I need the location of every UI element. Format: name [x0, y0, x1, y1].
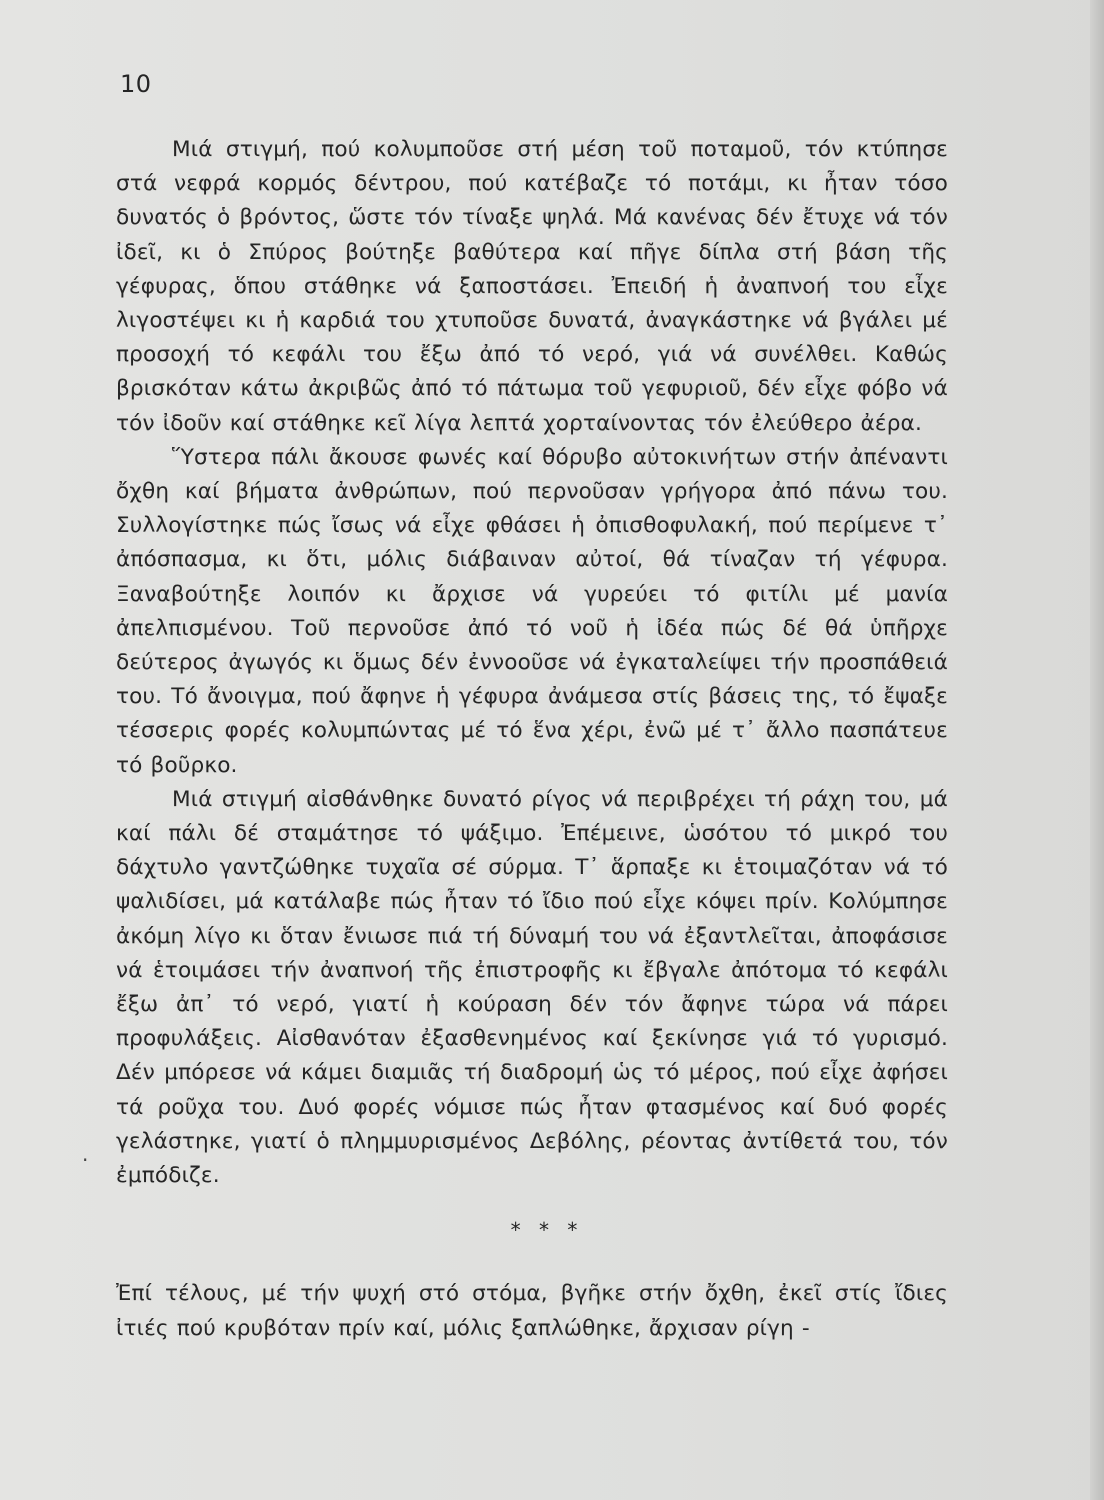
section-separator: * * *: [510, 1218, 584, 1243]
page-edge-shadow: [1090, 0, 1104, 1500]
body-text: [116, 133, 948, 1346]
page-number: 10: [120, 70, 152, 98]
paragraph-2: Ὕστερα πάλι ἄκουσε φωνές καί θόρυβο αὐτοκινήτων στήν ἀπέναντι ὄχθη καί βήματα ἀνθρώπων, πού περνοῦσαν γρήγορα ἀπό πάνω του. Συλλογίστηκε πώς ἴσως νά εἶχε φθάσει ἡ ὀπισθοφυλακή, πού περίμενε τ᾿ ἀπόσπασμα, κι ὅτι, μόλις διάβαιναν αὐτοί, θά τίναζαν τή γέφυρα. Ξαναβούτηξε λοιπόν κι ἄρχισε νά γυρεύει τό φιτίλι μέ μανία ἀπελπισμένου. Τοῦ περνοῦσε ἀπό τό νοῦ ἡ ἰδέα πώς δέ θά ὑπῆρχε δεύτερος ἀγωγός κι ὅμως δέν ἐννοοῦσε νά ἐγκαταλείψει τήν προσπάθειά του. Τό ἄνοιγμα, πού ἄφηνε ἡ γέφυρα ἀνάμεσα στίς βάσεις της, τό ἔψαξε τέσσερις φορές κολυμπώντας μέ τό ἕνα χέρι, ἐνῶ μέ τ᾿ ἄλλο πασπάτευε τό βοῦρκο.: [116, 444, 948, 778]
paragraph-4: Ἐπί τέλους, μέ τήν ψυχή στό στόμα, βγῆκε στήν ὄχθη, ἐκεῖ στίς ἴδιες ἰτιές πού κρυβόταν πρίν καί, μόλις ξαπλώθηκε, ἄρχισαν ρίγη -: [116, 1281, 948, 1341]
paragraph-1: Μιά στιγμή, πού κολυμποῦσε στή μέση τοῦ ποταμοῦ, τόν κτύπησε στά νεφρά κορμός δέντρου, πού κατέβαζε τό ποτάμι, κι ἦταν τόσο δυνατός ὁ βρόντος, ὥστε τόν τίναξε ψηλά. Μά κανένας δέν ἔτυχε νά τόν ἰδεῖ, κι ὁ Σπύρος βούτηξε βαθύτερα καί πῆγε δίπλα στή βάση τῆς γέφυρας, ὅπου στάθηκε νά ξαποστάσει. Ἐπειδή ἡ ἀναπνοή του εἶχε λιγοστέψει κι ἡ καρδιά του χτυποῦσε δυνατά, ἀναγκάστηκε νά βγάλει μέ προσοχή τό κεφάλι του ἔξω ἀπό τό νερό, γιά νά συνέλθει. Καθώς βρισκόταν κάτω ἀκριβῶς ἀπό τό πάτωμα τοῦ γεφυριοῦ, δέν εἶχε φόβο νά τόν ἰδοῦν καί στάθηκε κεῖ λίγα λεπτά χορταίνοντας τόν ἐλεύθερο ἀέρα.: [116, 137, 948, 436]
margin-dot-mark: ·: [82, 1148, 89, 1172]
paragraph-3: Μιά στιγμή αἰσθάνθηκε δυνατό ρίγος νά περιβρέχει τή ράχη του, μά καί πάλι δέ σταμάτησε τό ψάξιμο. Ἐπέμεινε, ὡσότου τό μικρό του δάχτυλο γαντζώθηκε τυχαῖα σέ σύρμα. Τ᾿ ἅρπαξε κι ἑτοιμαζόταν νά τό ψαλιδίσει, μά κατάλαβε πώς ἦταν τό ἴδιο πού εἶχε κόψει πρίν. Κολύμπησε ἀκόμη λίγο κι ὅταν ἔνιωσε πιά τή δύναμή του νά ἐξαντλεῖται, ἀποφάσισε νά ἑτοιμάσει τήν ἀναπνοή τῆς ἐπιστροφῆς κι ἔβγαλε ἀπότομα τό κεφάλι ἔξω ἀπ᾿ τό νερό, γιατί ἡ κούραση δέν τόν ἄφηνε τώρα νά πάρει προφυλάξεις. Αἰσθανόταν ἐξασθενημένος καί ξεκίνησε γιά τό γυρισμό. Δέν μπόρεσε νά κάμει διαμιᾶς τή διαδρομή ὡς τό μέρος, πού εἶχε ἀφήσει τά ροῦχα του. Δυό φορές νόμισε πώς ἦταν φτασμένος καί δυό φορές γελάστηκε, γιατί ὁ πλημμυρισμένος Δεβόλης, ρέοντας ἀντίθετά του, τόν ἐμπόδιζε.: [116, 786, 948, 1189]
